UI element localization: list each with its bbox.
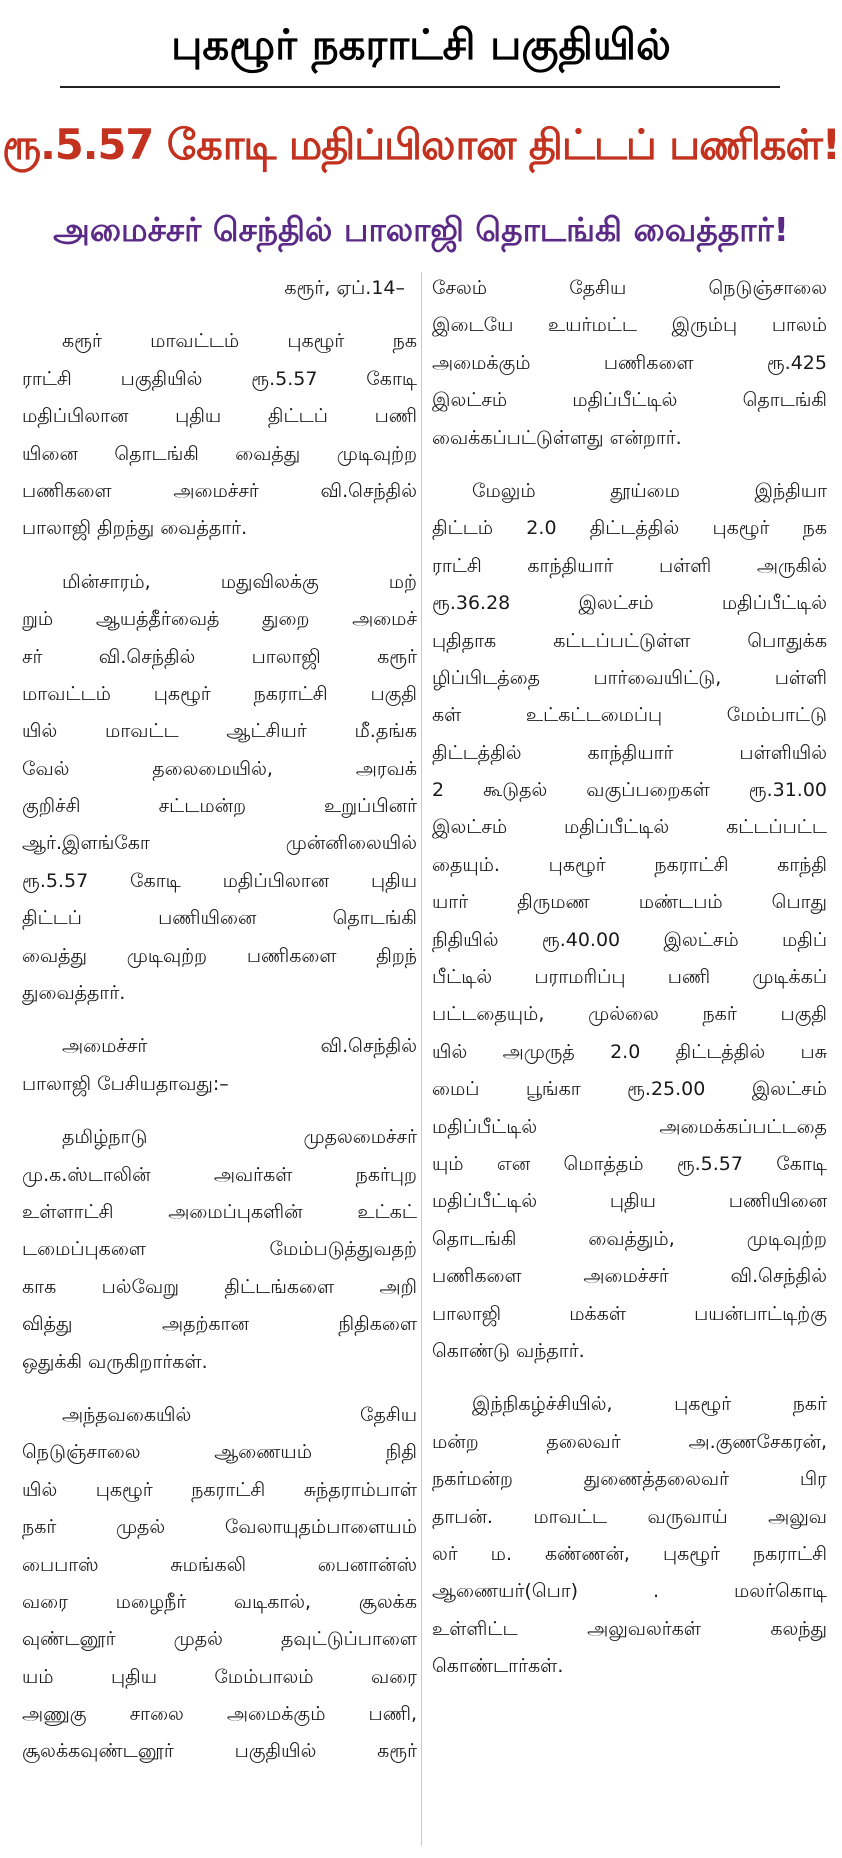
text-line: சூலக்கவுண்டனூர் பகுதியில் கரூர் — [22, 1740, 417, 1763]
text-line: அணுகு சாலை அமைக்கும் பணி, — [22, 1703, 417, 1726]
text-line: யில் புகழூர் நகராட்சி சுந்தராம்பாள் — [22, 1478, 417, 1501]
text-line: கரூர் மாவட்டம் புகழூர் நக — [62, 330, 417, 353]
text-line: இந்நிகழ்ச்சியில், புகழூர் நகர் — [472, 1393, 827, 1416]
text-line: மின்சாரம், மதுவிலக்கு மற் — [62, 570, 417, 593]
text-line: பட்டதையும், முல்லை நகர் பகுதி — [432, 1003, 827, 1026]
text-line: ஆணையர்(பொ) . மலர்கொடி — [432, 1580, 827, 1603]
text-line: உள்ளிட்ட அலுவலர்கள் கலந்து — [432, 1617, 827, 1640]
paragraph-gap — [432, 457, 827, 473]
text-line: தொடங்கி வைத்தும், முடிவுற்ற — [432, 1227, 827, 1250]
text-line: யில் அமுருத் 2.0 திட்டத்தில் பசு — [432, 1040, 827, 1063]
text-line: இலட்சம் மதிப்பீட்டில் கட்டப்பட்ட — [432, 816, 827, 839]
text-line: நகர்மன்ற துணைத்தலைவர் பிர — [432, 1468, 827, 1491]
text-line: வித்து அதற்கான நிதிகளை — [22, 1313, 417, 1336]
text-line: இலட்சம் மதிப்பீட்டில் தொடங்கி — [432, 389, 827, 412]
text-line: யில் மாவட்ட ஆட்சியர் மீ.தங்க — [22, 720, 417, 743]
text-line: கொண்டு வந்தார். — [432, 1339, 585, 1362]
text-line: றும் ஆயத்தீர்வைத் துறை அமைச் — [22, 608, 417, 631]
headline-line-1: புகழூர் நகராட்சி பகுதியில் — [171, 20, 671, 69]
text-line: மு.க.ஸ்டாலின் அவர்கள் நகர்புற — [22, 1163, 417, 1186]
text-line: மேலும் தூய்மை இந்தியா — [472, 479, 827, 502]
text-line: நிதியில் ரூ.40.00 இலட்சம் மதிப் — [432, 928, 827, 951]
text-line: இடையே உயர்மட்ட இரும்பு பாலம் — [432, 314, 827, 337]
text-line: ரூ.5.57 கோடி மதிப்பிலான புதிய — [22, 869, 417, 892]
text-line: துவைத்தார். — [22, 982, 126, 1005]
headline-line-2: ரூ.5.57 கோடி மதிப்பிலான திட்டப் பணிகள்! — [2, 120, 840, 169]
text-line: மன்ற தலைவர் அ.குணசேகரன், — [432, 1430, 827, 1453]
text-line: பீட்டில் பராமரிப்பு பணி முடிக்கப் — [432, 966, 827, 989]
text-line: பணிகளை அமைச்சர் வி.செந்தில் — [22, 479, 417, 502]
text-line: ராட்சி காந்தியார் பள்ளி அருகில் — [432, 554, 827, 577]
text-line: மதிப்பிலான புதிய திட்டப் பணி — [22, 405, 417, 428]
paragraph-gap — [22, 548, 417, 564]
text-line: பாலாஜி பேசியதாவது:– — [22, 1072, 229, 1095]
text-line: யம் புதிய மேம்பாலம் வரை — [22, 1665, 417, 1688]
paragraph-gap — [22, 1381, 417, 1397]
text-line: வைக்கப்பட்டுள்ளது என்றார். — [432, 426, 682, 449]
text-line: நெடுஞ்சாலை ஆணையம் நிதி — [22, 1441, 417, 1464]
text-line: அந்தவகையில் தேசிய — [62, 1403, 417, 1426]
text-line: சேலம் தேசிய நெடுஞ்சாலை — [432, 277, 827, 299]
text-line: கொண்டார்கள். — [432, 1655, 564, 1678]
text-line: ஒதுக்கி வருகிறார்கள். — [22, 1350, 208, 1373]
text-line: வுண்டனூர் முதல் தவுட்டுப்பாளை — [22, 1628, 417, 1651]
text-line: தையும். புகழூர் நகராட்சி காந்தி — [432, 853, 827, 876]
text-line: புதிதாக கட்டப்பட்டுள்ள பொதுக்க — [432, 629, 827, 652]
text-line: பணிகளை அமைச்சர் வி.செந்தில் — [432, 1265, 827, 1288]
column-divider — [421, 272, 422, 1846]
text-line: பைபாஸ் சுமங்கலி பைனான்ஸ் — [22, 1553, 417, 1576]
paragraph-gap — [432, 1370, 827, 1386]
headline-line-3: அமைச்சர் செந்தில் பாலாஜி தொடங்கி வைத்தார்! — [53, 210, 789, 249]
text-line: குறிச்சி சட்டமன்ற உறுப்பினர் — [22, 795, 417, 818]
text-line: மாவட்டம் புகழூர் நகராட்சி பகுதி — [22, 682, 417, 705]
text-line: அமைக்கும் பணிகளை ரூ.425 — [432, 351, 827, 374]
paragraph-gap — [22, 1103, 417, 1119]
text-line: யும் என மொத்தம் ரூ.5.57 கோடி — [432, 1152, 827, 1175]
article-column-right — [432, 270, 827, 1850]
text-line: மைப் பூங்கா ரூ.25.00 இலட்சம் — [432, 1078, 827, 1101]
text-line: யார் திருமண மண்டபம் பொது — [432, 891, 827, 914]
text-line: டமைப்புகளை மேம்படுத்துவதற் — [22, 1238, 417, 1261]
paragraph-gap — [22, 1012, 417, 1028]
text-line: தாபன். மாவட்ட வருவாய் அலுவ — [432, 1505, 827, 1528]
text-line: 2 கூடுதல் வகுப்பறைகள் ரூ.31.00 — [432, 779, 827, 802]
text-line: மதிப்பீட்டில் அமைக்கப்பட்டதை — [432, 1115, 827, 1138]
text-line: யினை தொடங்கி வைத்து முடிவுற்ற — [22, 442, 417, 465]
text-line: ராட்சி பகுதியில் ரூ.5.57 கோடி — [22, 367, 417, 390]
paragraph-gap — [22, 307, 417, 323]
text-line: திட்டம் 2.0 திட்டத்தில் புகழூர் நக — [432, 517, 827, 540]
text-line: பாலாஜி திறந்து வைத்தார். — [22, 517, 248, 540]
text-line: மதிப்பீட்டில் புதிய பணியினை — [432, 1190, 827, 1213]
text-line: ரூ.36.28 இலட்சம் மதிப்பீட்டில் — [432, 592, 827, 615]
text-line: நகர் முதல் வேலாயுதம்பாளையம் — [22, 1516, 417, 1539]
headline-divider — [60, 86, 780, 88]
text-line: லர் ம. கண்ணன், புகழூர் நகராட்சி — [432, 1542, 827, 1565]
dateline: கரூர், ஏப்.14– — [284, 277, 405, 299]
text-line: ஆர்.இளங்கோ முன்னிலையில் — [22, 832, 417, 855]
text-line: வரை மழைநீர் வடிகால், சூலக்க — [22, 1590, 417, 1613]
text-line: உள்ளாட்சி அமைப்புகளின் உட்கட் — [22, 1200, 417, 1223]
text-line: திட்டப் பணியினை தொடங்கி — [22, 907, 417, 930]
text-line: கள் உட்கட்டமைப்பு மேம்பாட்டு — [432, 704, 827, 727]
text-line: அமைச்சர் வி.செந்தில் — [62, 1035, 417, 1058]
text-line: சர் வி.செந்தில் பாலாஜி கரூர் — [22, 645, 417, 668]
text-line: தமிழ்நாடு முதலமைச்சர் — [62, 1126, 417, 1149]
text-line: வேல் தலைமையில், அரவக் — [22, 757, 417, 780]
article-column-left — [22, 270, 417, 1850]
text-line: வைத்து முடிவுற்ற பணிகளை திறந் — [22, 944, 417, 967]
text-line: காக பல்வேறு திட்டங்களை அறி — [22, 1275, 417, 1298]
text-line: பாலாஜி மக்கள் பயன்பாட்டிற்கு — [432, 1302, 827, 1325]
text-line: திட்டத்தில் காந்தியார் பள்ளியில் — [432, 741, 827, 764]
text-line: ழிப்பிடத்தை பார்வையிட்டு, பள்ளி — [432, 666, 827, 689]
